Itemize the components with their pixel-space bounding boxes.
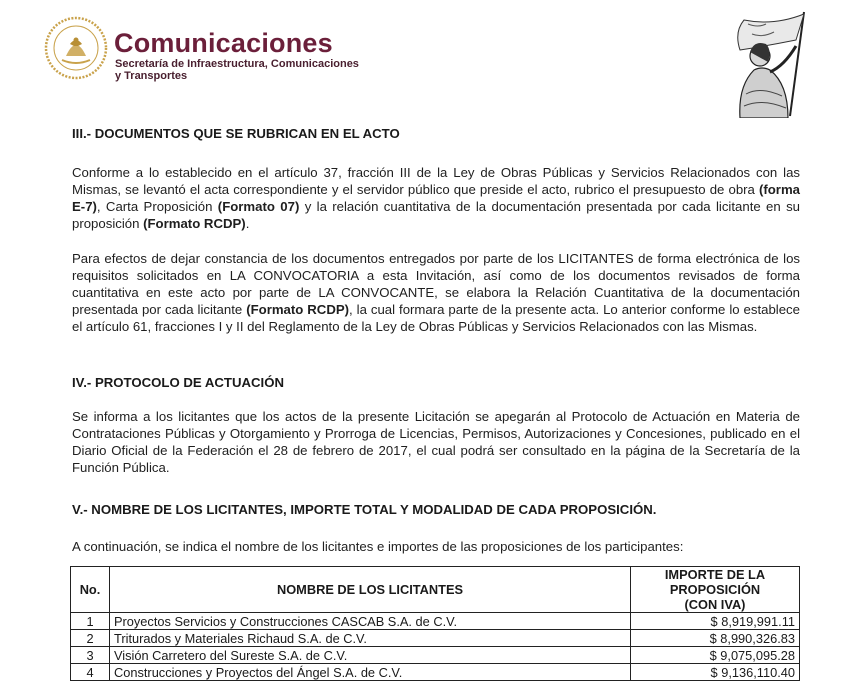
section-5-intro: A continuación, se indica el nombre de los licitantes e importes de las proposiciones de los participantes:: [72, 539, 684, 554]
bidder-name: Triturados y Materiales Richaud S.A. de C.V.: [110, 630, 631, 647]
bidder-name: Construcciones y Proyectos del Ángel S.A. de C.V.: [110, 664, 631, 681]
header-no: No.: [71, 567, 110, 613]
row-number: 4: [71, 664, 110, 681]
section-5-title: V.- NOMBRE DE LOS LICITANTES, IMPORTE TOTAL Y MODALIDAD DE CADA PROPOSICIÓN.: [72, 502, 657, 517]
table-header-row: [71, 567, 800, 613]
table-row: [71, 647, 800, 664]
section-3-title: III.- DOCUMENTOS QUE SE RUBRICAN EN EL ACTO: [72, 126, 400, 141]
bid-amount: $ 9,075,095.28: [631, 647, 800, 664]
table-row: [71, 664, 800, 681]
row-number: 2: [71, 630, 110, 647]
row-number: 1: [71, 613, 110, 630]
section-4-paragraph: Se informa a los licitantes que los actos de la presente Licitación se apegarán al Protocolo de Actuación en Materia de Contrataciones Públicas y Otorgamiento y Prorroga de Licencias, Permisos, Autorizaciones y Concesiones, publicado en el Diario Oficial de la Federación el 28 de febrero de 2017, el cual podrá ser consultado en la página de la Secretaría de la Función Pública.: [72, 409, 800, 475]
header-amount-line2: (CON IVA): [684, 597, 746, 612]
header-amount: [631, 567, 800, 613]
mexico-national-seal-icon: [44, 16, 108, 80]
row-number: 3: [71, 647, 110, 664]
bid-amount: $ 8,990,326.83: [631, 630, 800, 647]
brand-subtitle: [115, 58, 359, 82]
header-amount-line1: IMPORTE DE LA PROPOSICIÓN: [664, 567, 766, 597]
bid-amount: $ 9,136,110.40: [631, 664, 800, 681]
bidder-name: Proyectos Servicios y Construcciones CASCAB S.A. de C.V.: [110, 613, 631, 630]
brand-title: Comunicaciones: [114, 28, 333, 58]
bid-amount: $ 8,919,991.11: [631, 613, 800, 630]
header-name: NOMBRE DE LOS LICITANTES: [110, 567, 631, 613]
bidder-name: Visión Carretero del Sureste S.A. de C.V.: [110, 647, 631, 664]
section-3-paragraph-2: Para efectos de dejar constancia de los documentos entregados por parte de los LICITANTES de forma electrónica de los requisitos solicitados en LA CONVOCATORIA a esta Invitación, así como de los documentos revisados de forma cuantitativa en este acto por parte de LA CONVOCANTE, se elabora la Relación Cuantitativa de la documentación presentada por cada licitante (Formato RCDP), la cual formara parte de la presente acta. Lo anterior conforme lo establece el artículo 61, fracciones I y II del Reglamento de la Ley de Obras Públicas y Servicios Relacionados con las Mismas.: [72, 251, 800, 334]
woman-with-flag-illustration-icon: [704, 6, 816, 118]
table-row: [71, 630, 800, 647]
bidders-table: [70, 566, 800, 681]
section-4-title: IV.- PROTOCOLO DE ACTUACIÓN: [72, 375, 284, 390]
brand-subtitle-line2: y Transportes: [115, 70, 188, 82]
table-row: [71, 613, 800, 630]
section-3-paragraph-1: Conforme a lo establecido en el artículo 37, fracción III de la Ley de Obras Públicas y Servicios Relacionados con las Mismas, se levantó el acta correspondiente y el servidor público que preside el acto, rubrico el presupuesto de obra (forma E-7), Carta Proposición (Formato 07) y la relación cuantitativa de la documentación presentada por cada licitante en su proposición (Formato RCDP).: [72, 165, 800, 231]
brand-subtitle-line1: Secretaría de Infraestructura, Comunicaciones: [115, 58, 359, 70]
letterhead: [0, 0, 848, 118]
